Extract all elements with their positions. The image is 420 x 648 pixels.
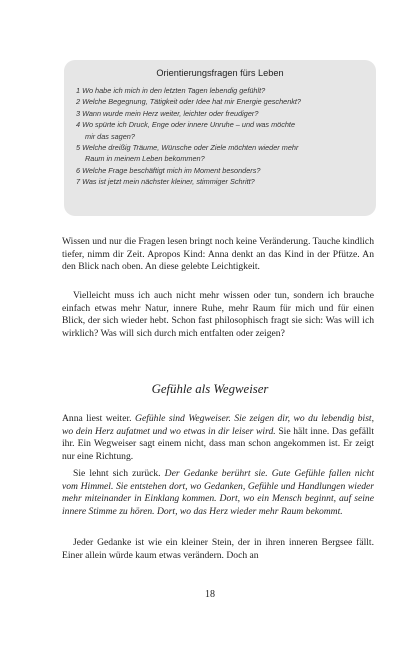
paragraph-4: Sie lehnt sich zurück. Der Gedanke berührt sie. Gute Gefühle fallen nicht vom Himmel. Sie entstehen dort, wo Gedanken, Gefühle und Handlungen wieder mehr miteinander in Einklang kommen. Dort, wo ein Mensch beginnt, auf seine innere Stimme zu hören. Dort, wo das Herz wieder mehr Raum bekommt. — [62, 468, 374, 517]
question-3: 3 Wann wurde mein Herz weiter, leichter oder freudiger? — [76, 108, 259, 118]
paragraph-2: Vielleicht muss ich auch nicht mehr wissen oder tun, sondern ich brauche einfach etwas mehr Natur, innere Ruhe, mehr Raum für mich und für einen Blick, der sich wieder hebt. Schon fast philosophisch fragt sie sich: Was will ich wirklich? Was will sich durch mich entfalten oder zeigen? — [62, 290, 374, 339]
orientation-questions-box — [64, 60, 376, 216]
section-heading: Gefühle als Wegweiser — [151, 382, 269, 396]
question-list — [76, 85, 364, 188]
paragraph-1: Wissen und nur die Fragen lesen bringt noch keine Veränderung. Tauche kindlich tiefer, nimm dir Zeit. Apropos Kind: Anna denkt an das Kind in der Pfütze. An den Blick nach oben. An diese gelebte Leichtigkeit. — [62, 236, 374, 273]
paragraph-3: Anna liest weiter. Gefühle sind Wegweiser. Sie zeigen dir, wo du lebendig bist, wo dein Herz aufatmet und wo etwas in dir leiser wird. Sie hält inne. Das gefällt ihr. Ein Wegweiser sagt einem nicht, dass man schon angekommen ist. Er zeigt nur eine Richtung. — [62, 413, 374, 462]
box-title: Orientierungsfragen fürs Leben — [156, 68, 284, 78]
question-2: 2 Welche Begegnung, Tätigkeit oder Idee hat mir Energie geschenkt? — [76, 97, 301, 107]
question-7: 7 Was ist jetzt mein nächster kleiner, stimmiger Schritt? — [76, 177, 255, 187]
question-5: 5 Welche dreißig Träume, Wünsche oder Ziele möchten wieder mehr Raum in meinem Leben bekommen? — [76, 143, 299, 164]
page-number: 18 — [205, 589, 215, 600]
question-6: 6 Welche Frage beschäftigt mich im Moment besonders? — [76, 165, 261, 175]
question-1: 1 Wo habe ich mich in den letzten Tagen lebendig gefühlt? — [76, 86, 266, 95]
paragraph-5: Jeder Gedanke ist wie ein kleiner Stein, der in ihren inneren Bergsee fällt. Einer allein würde kaum etwas verändern. Doch an — [62, 537, 374, 561]
question-4: 4 Wo spürte ich Druck, Enge oder innere Unruhe – und was möchte mir das sagen? — [76, 120, 296, 141]
